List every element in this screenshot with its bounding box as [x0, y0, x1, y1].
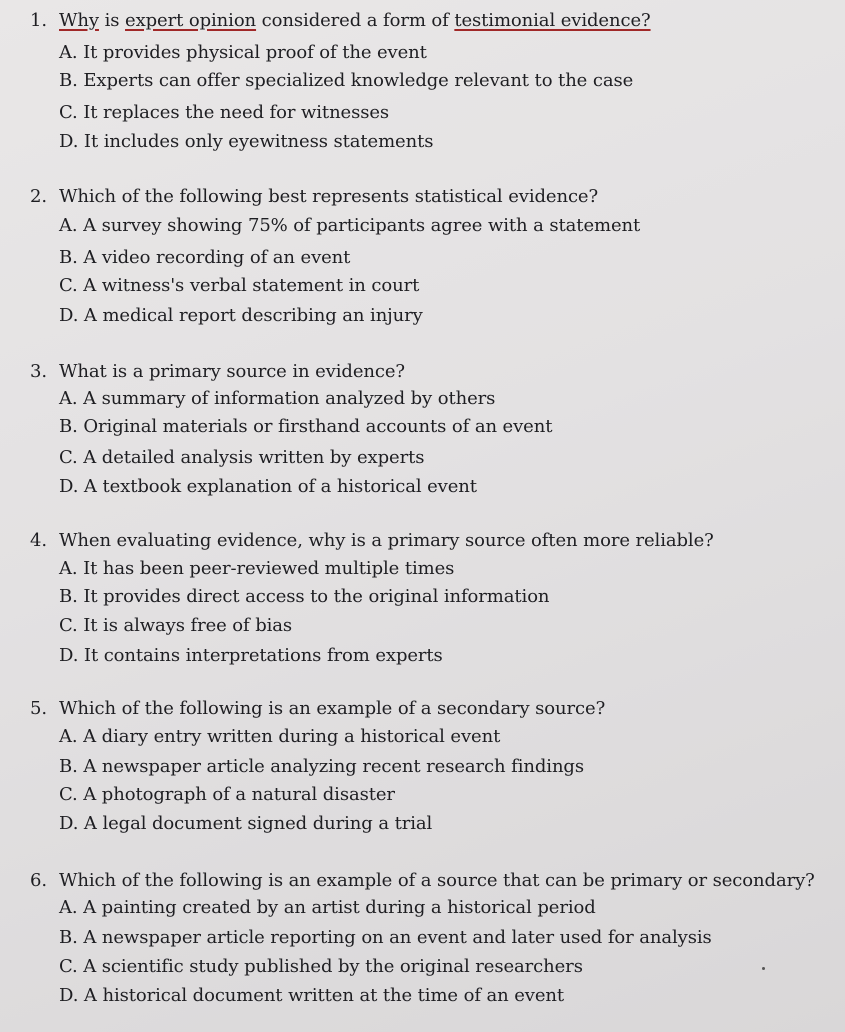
option-a[interactable]: A. A summary of information analyzed by others [59, 388, 496, 409]
question-number: 4. [30, 530, 47, 551]
underlined-expert-opinion: expert opinion [125, 10, 257, 31]
option-a[interactable]: A. A diary entry written during a historical event [59, 726, 501, 747]
question-5-text: 5. Which of the following is an example of a secondary source? [30, 698, 606, 719]
question-number: 1. [30, 10, 47, 31]
option-d[interactable]: D. A historical document written at the time of an event [59, 985, 565, 1006]
option-b[interactable]: B. It provides direct access to the original information [59, 586, 550, 607]
option-a[interactable]: A. It has been peer-reviewed multiple times [59, 558, 455, 579]
option-d[interactable]: D. A textbook explanation of a historical event [59, 476, 477, 497]
question-number: 6. [30, 870, 47, 891]
option-d[interactable]: D. It includes only eyewitness statements [59, 131, 434, 152]
underlined-testimonial-evidence: testimonial evidence? [454, 10, 651, 31]
option-c[interactable]: C. A scientific study published by the original researchers [59, 956, 583, 977]
question-1-text: 1. Why is expert opinion considered a form of testimonial evidence? [30, 10, 651, 31]
option-a[interactable]: A. A painting created by an artist during a historical period [59, 897, 596, 918]
option-a[interactable]: A. A survey showing 75% of participants agree with a statement [59, 215, 641, 236]
question-number: 3. [30, 361, 47, 382]
option-d[interactable]: D. A medical report describing an injury [59, 305, 423, 326]
option-b[interactable]: B. A newspaper article analyzing recent research findings [59, 756, 584, 777]
option-c[interactable]: C. A witness's verbal statement in court [59, 275, 420, 296]
question-6-text: 6. Which of the following is an example of a source that can be primary or secondary? [30, 870, 815, 891]
option-d[interactable]: D. It contains interpretations from experts [59, 645, 443, 666]
option-a[interactable]: A. It provides physical proof of the event [59, 42, 427, 63]
option-c[interactable]: C. A detailed analysis written by experts [59, 447, 425, 468]
option-b[interactable]: B. A video recording of an event [59, 247, 351, 268]
option-b[interactable]: B. Original materials or firsthand accounts of an event [59, 416, 553, 437]
question-4-text: 4. When evaluating evidence, why is a primary source often more reliable? [30, 530, 714, 551]
option-b[interactable]: B. A newspaper article reporting on an event and later used for analysis [59, 927, 712, 948]
stray-dot [762, 967, 765, 970]
option-d[interactable]: D. A legal document signed during a trial [59, 813, 433, 834]
question-number: 2. [30, 186, 47, 207]
underlined-why: Why [59, 10, 99, 31]
option-c[interactable]: C. It replaces the need for witnesses [59, 102, 390, 123]
question-3-text: 3. What is a primary source in evidence? [30, 361, 405, 382]
option-b[interactable]: B. Experts can offer specialized knowledge relevant to the case [59, 70, 634, 91]
question-2-text: 2. Which of the following best represents statistical evidence? [30, 186, 599, 207]
option-c[interactable]: C. A photograph of a natural disaster [59, 784, 395, 805]
question-number: 5. [30, 698, 47, 719]
option-c[interactable]: C. It is always free of bias [59, 615, 293, 636]
